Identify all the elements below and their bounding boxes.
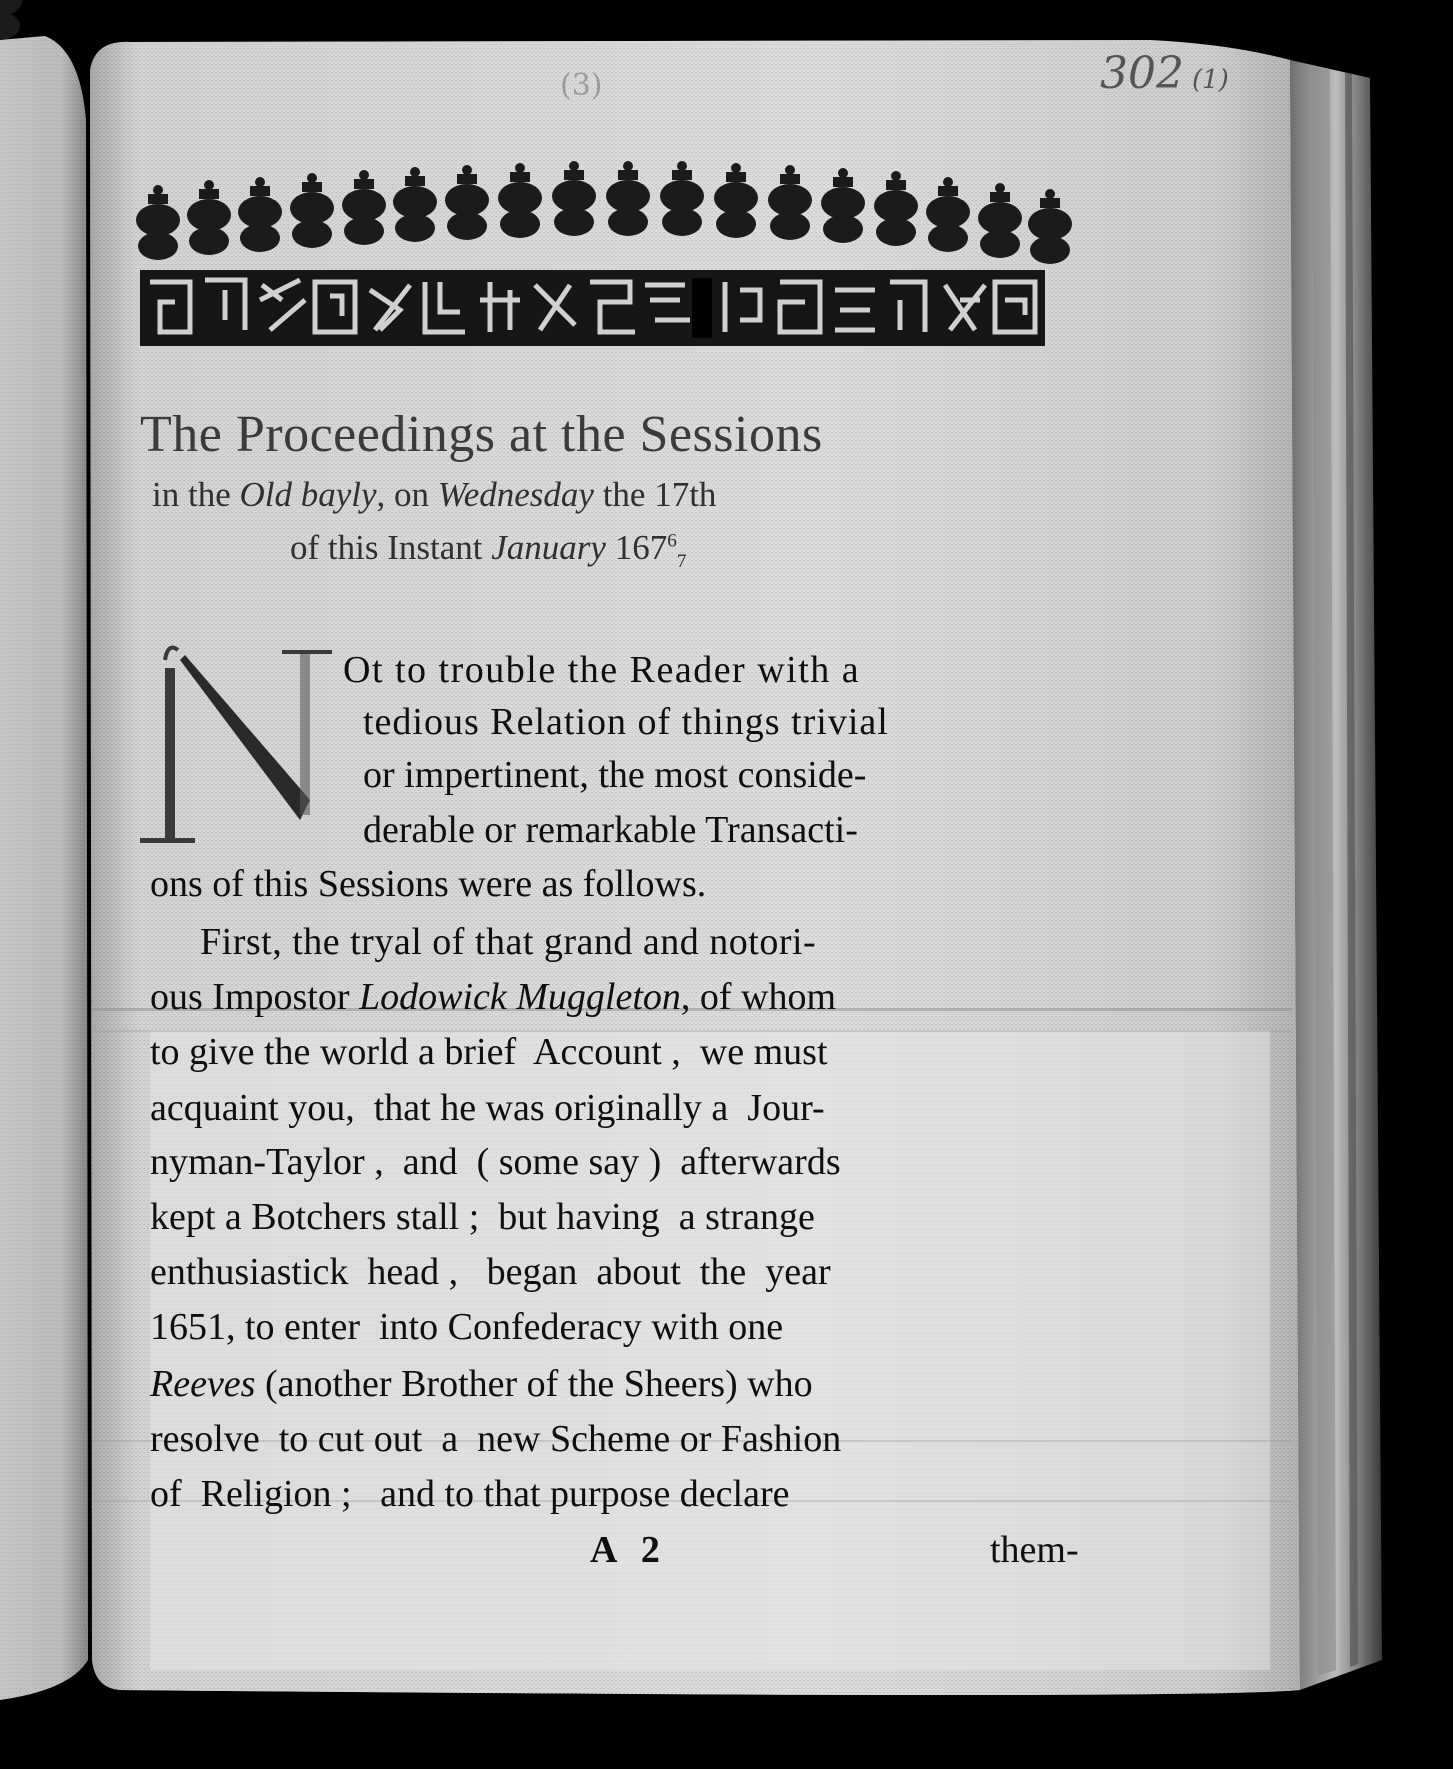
handwritten-page-number <box>1100 48 1229 99</box>
title-line2-pre: in the <box>152 475 231 514</box>
title-line2-mid: , on <box>376 475 430 514</box>
drop-cap <box>145 650 311 880</box>
body-line7-post: , of whom <box>680 976 837 1018</box>
body-line-14 <box>150 1362 813 1406</box>
body-line-16: of Religion ; and to that purpose declare <box>150 1473 790 1515</box>
body-line-9: acquaint you, that he was originally a Jour- <box>150 1087 825 1129</box>
page-number-suffix: (1) <box>1191 65 1229 95</box>
faint-marking: (3) <box>560 68 603 103</box>
body-line-2: tedious Relation of things trivial <box>363 701 889 743</box>
catchword: them- <box>990 1529 1079 1571</box>
body-line14-post: (another Brother of the Sheers) who <box>264 1363 813 1405</box>
title-line3-pre: of this Instant <box>290 528 483 567</box>
body-line-5: ons of this Sessions were as follows. <box>150 863 707 905</box>
body-line7-name: Lodowick Muggleton <box>359 976 681 1018</box>
body-line-7 <box>150 975 836 1019</box>
title-line2-post: the 17th <box>602 475 717 514</box>
body-line-1: Ot to trouble the Reader with a <box>343 649 861 691</box>
title-line3-sup: 6 <box>667 530 677 552</box>
body-line-15: resolve to cut out a new Scheme or Fashion <box>150 1418 842 1460</box>
title-line2-day: Wednesday <box>437 475 594 514</box>
body-line14-name: Reeves <box>150 1363 256 1405</box>
body-line-8: to give the world a brief Account , we must <box>150 1031 828 1073</box>
body-line-13: 1651, to enter into Confederacy with one <box>150 1306 784 1348</box>
title-line-3 <box>290 528 686 573</box>
title-line3-year: 167 <box>614 528 668 567</box>
title-line3-sub: 7 <box>676 551 687 572</box>
page-number-value: 302 <box>1100 48 1184 99</box>
body-line-12: enthusiastick head , began about the year <box>150 1251 831 1293</box>
body-line-11: kept a Botchers stall ; but having a strange <box>150 1196 815 1238</box>
body-line7-pre: ous Impostor <box>150 976 350 1018</box>
signature-mark: A 2 <box>590 1529 668 1571</box>
title-line2-place: Old bayly <box>239 475 377 514</box>
body-line-10: nyman-Taylor , and ( some say ) afterwards <box>150 1141 841 1183</box>
title-line-1: The Proceedings at the Sessions <box>140 406 823 463</box>
title-line-2 <box>152 475 716 515</box>
title-line3-month: January <box>491 528 606 567</box>
body-line-3: or impertinent, the most conside- <box>363 754 867 796</box>
body-line-6: First, the tryal of that grand and notori- <box>200 921 817 963</box>
body-line-4: derable or remarkable Transacti- <box>363 809 858 851</box>
